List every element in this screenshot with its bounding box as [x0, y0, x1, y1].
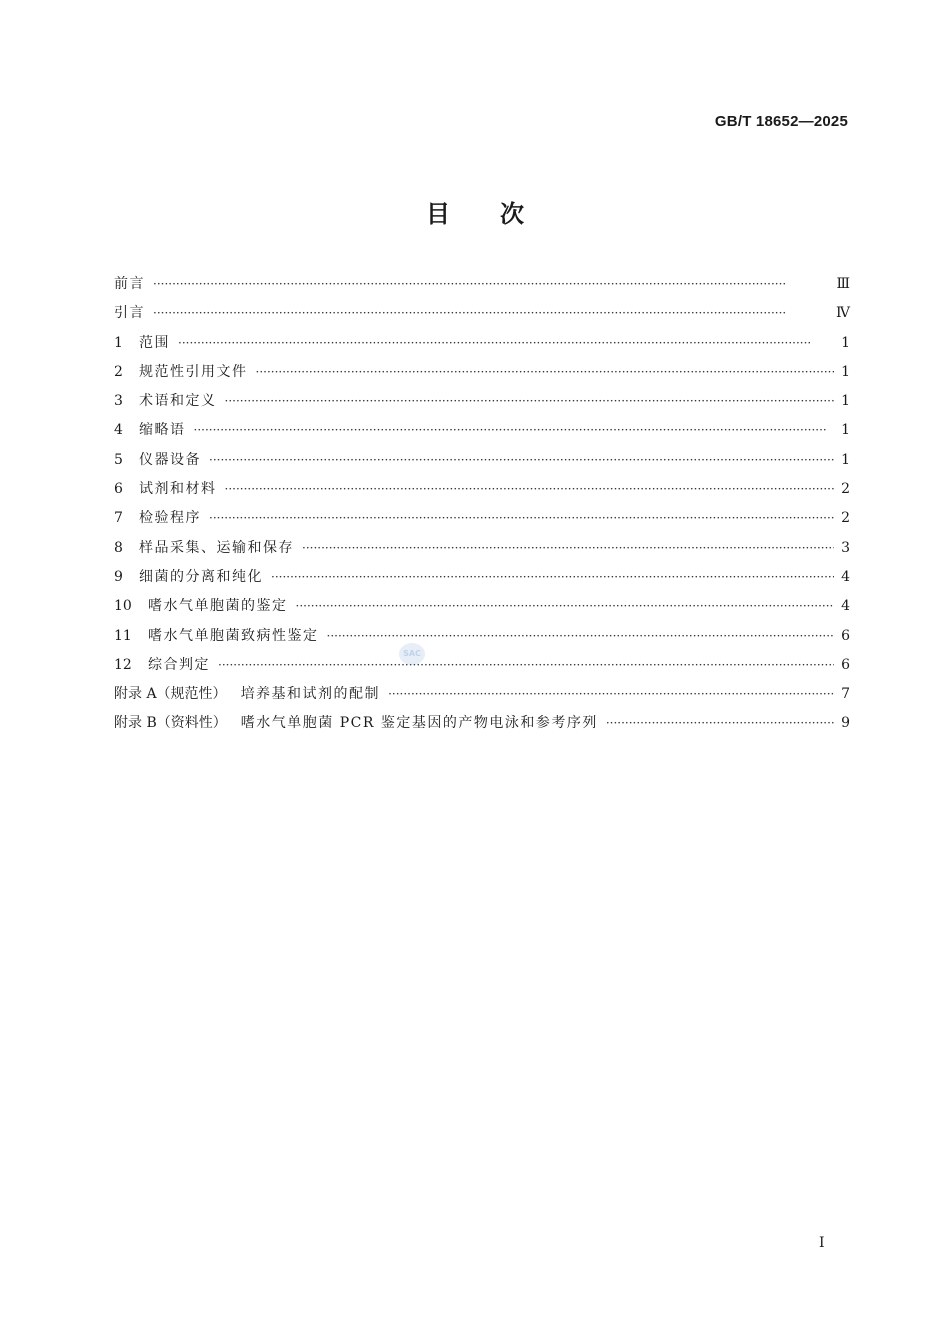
toc-leader-dots — [209, 446, 834, 475]
toc-entry-page: Ⅳ — [836, 305, 850, 322]
toc-entry-label: 规范性引用文件 — [139, 363, 248, 380]
toc-leader-dots — [256, 358, 835, 387]
toc-entry-7[interactable] — [114, 504, 850, 533]
toc-entry-label: 仪器设备 — [139, 451, 201, 468]
sac-watermark-logo: SAC — [399, 643, 425, 665]
toc-leader-dots — [271, 563, 834, 592]
toc-entry-8[interactable] — [114, 534, 850, 563]
toc-entry-10[interactable] — [114, 592, 850, 621]
toc-leader-dots — [302, 534, 834, 563]
toc-entry-page: 7 — [841, 686, 850, 703]
toc-entry-label: 试剂和材料 — [139, 481, 217, 498]
toc-entry-page: Ⅲ — [836, 276, 850, 292]
toc-entry-page: 1 — [841, 363, 850, 380]
toc-entry-label: 综合判定 — [148, 656, 210, 673]
toc-entry-1[interactable] — [114, 329, 850, 358]
toc-entry-number: 1 — [114, 334, 123, 351]
toc-entry-number: 5 — [114, 451, 123, 468]
toc-entry-number: 8 — [114, 539, 123, 556]
toc-entry-page: 9 — [841, 715, 850, 732]
toc-leader-dots — [225, 387, 835, 416]
toc-entry-page: 2 — [841, 481, 850, 498]
document-code: GB/T 18652—2025 — [714, 113, 848, 130]
page-number: I — [819, 1235, 825, 1251]
toc-entry-9[interactable] — [114, 563, 850, 592]
toc-entry-number: 附录 B（资料性） — [114, 715, 227, 732]
table-of-contents — [114, 270, 850, 739]
toc-entry-number: 11 — [114, 627, 132, 644]
toc-entry-number: 10 — [114, 598, 132, 615]
toc-entry-11[interactable] — [114, 622, 850, 651]
toc-entry-5[interactable] — [114, 446, 850, 475]
toc-entry-label: 范围 — [139, 334, 170, 351]
toc-entry-number: 2 — [114, 363, 123, 380]
toc-leader-dots — [218, 651, 834, 680]
toc-entry-label: 嗜水气单胞菌致病性鉴定 — [148, 627, 319, 644]
toc-entry-page: 4 — [841, 568, 850, 585]
toc-entry-label: 培养基和试剂的配制 — [240, 686, 381, 703]
toc-leader-dots — [225, 475, 835, 504]
toc-entry-number: 7 — [114, 510, 123, 527]
toc-entry-number: 9 — [114, 568, 123, 585]
toc-entry-3[interactable] — [114, 387, 850, 416]
toc-entry-page: 6 — [841, 656, 850, 673]
toc-entry-number: 附录 A（规范性） — [114, 686, 227, 703]
toc-entry-page: 1 — [841, 451, 850, 468]
toc-entry-label: 细菌的分离和纯化 — [139, 568, 263, 585]
toc-entry-label: 术语和定义 — [139, 393, 217, 410]
toc-entry-number: 6 — [114, 481, 123, 498]
toc-entry-label: 嗜水气单胞菌的鉴定 — [148, 598, 288, 615]
toc-entry-page: 1 — [841, 422, 850, 439]
toc-leader-dots — [388, 680, 834, 709]
toc-entry-page: 4 — [841, 598, 850, 615]
toc-entry-number: 4 — [114, 422, 123, 439]
toc-leader-dots — [153, 299, 830, 328]
toc-leader-dots — [153, 270, 830, 299]
toc-leader-dots — [296, 592, 835, 621]
toc-entry-2[interactable] — [114, 358, 850, 387]
page-title: 目次 — [426, 200, 574, 228]
toc-leader-dots — [178, 329, 834, 358]
toc-entry-annex-a[interactable] — [114, 680, 850, 709]
toc-entry-label: 前言 — [114, 276, 145, 292]
toc-entry-foreword[interactable] — [114, 270, 850, 299]
toc-entry-page: 6 — [841, 627, 850, 644]
toc-entry-label: 样品采集、运输和保存 — [139, 539, 294, 556]
toc-leader-dots — [606, 709, 834, 738]
toc-entry-page: 3 — [841, 539, 850, 556]
toc-entry-number: 12 — [114, 656, 132, 673]
toc-entry-label: 检验程序 — [139, 510, 201, 527]
toc-entry-label: 缩略语 — [139, 422, 186, 439]
toc-entry-4[interactable] — [114, 416, 850, 445]
toc-entry-page: 2 — [841, 510, 850, 527]
toc-entry-page: 1 — [841, 334, 850, 351]
toc-entry-page: 1 — [841, 393, 850, 410]
toc-entry-number: 3 — [114, 393, 123, 410]
toc-entry-introduction[interactable] — [114, 299, 850, 328]
toc-leader-dots — [209, 504, 834, 533]
toc-entry-annex-b[interactable] — [114, 709, 850, 738]
toc-entry-12[interactable] — [114, 651, 850, 680]
toc-entry-label: 引言 — [114, 305, 145, 322]
toc-leader-dots — [194, 416, 835, 445]
toc-entry-label: 嗜水气单胞菌 PCR 鉴定基因的产物电泳和参考序列 — [240, 715, 598, 732]
toc-entry-6[interactable] — [114, 475, 850, 504]
